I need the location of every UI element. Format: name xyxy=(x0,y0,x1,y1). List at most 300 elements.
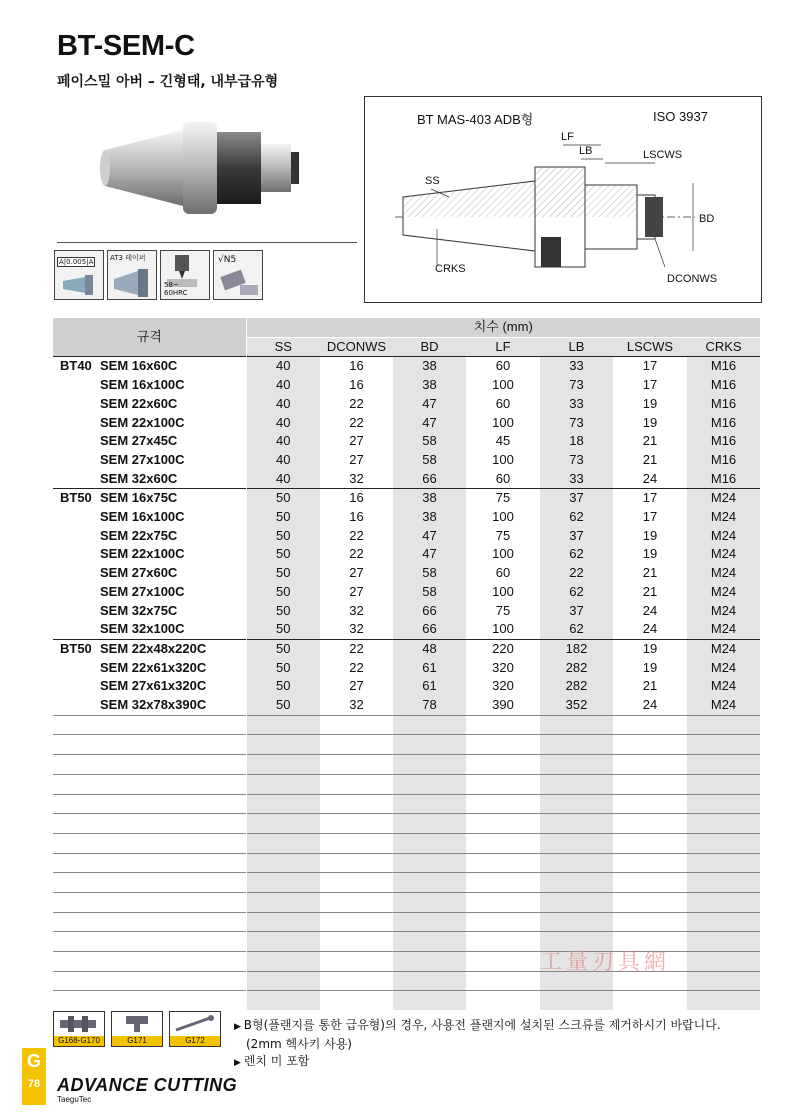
empty-row xyxy=(53,833,760,853)
row-cell: 32 xyxy=(349,697,364,713)
technical-drawing xyxy=(364,96,762,303)
row-cell: 27 xyxy=(349,583,364,599)
runout-icon: A|0.005|A xyxy=(54,250,104,300)
col-header: BD xyxy=(393,337,466,357)
empty-cell xyxy=(466,873,540,893)
row-cell: 40 xyxy=(246,451,320,470)
row-cell: 22 xyxy=(540,564,613,583)
empty-cell xyxy=(687,814,760,834)
empty-cell xyxy=(100,991,246,1010)
surface-finish-icon xyxy=(213,250,263,300)
row-cell: 21 xyxy=(642,565,658,581)
empty-cell xyxy=(540,912,613,932)
empty-cell xyxy=(393,932,466,952)
empty-cell xyxy=(100,755,246,775)
empty-cell xyxy=(320,971,393,991)
empty-cell xyxy=(687,755,760,775)
row-cell: M24 xyxy=(687,620,760,639)
row-cell: 50 xyxy=(246,564,320,583)
empty-row xyxy=(53,873,760,893)
row-name: SEM 27x45C xyxy=(100,433,178,449)
row-name: SEM 27x61x320C xyxy=(100,678,207,694)
row-cell: 37 xyxy=(540,489,613,508)
row-cell: M24 xyxy=(687,677,760,696)
empty-cell xyxy=(687,892,760,912)
row-name: SEM 22x100C xyxy=(100,414,185,430)
empty-cell xyxy=(100,774,246,794)
row-cell: M24 xyxy=(687,527,760,546)
row-cell: 50 xyxy=(246,602,320,621)
row-cell: 61 xyxy=(393,659,466,678)
row-cell: 37 xyxy=(540,527,613,546)
page-subtitle: 페이스밀 아버 – 긴형태, 내부급유형 xyxy=(57,74,279,90)
row-cell: 24 xyxy=(642,697,658,713)
empty-cell xyxy=(100,932,246,952)
row-cell: 40 xyxy=(246,414,320,433)
empty-cell xyxy=(393,755,466,775)
row-cell: 27 xyxy=(349,678,364,694)
row-cell: 75 xyxy=(495,527,511,543)
empty-row xyxy=(53,715,760,735)
row-prefix: BT40 xyxy=(53,357,100,376)
dim-dconws: DCONWS xyxy=(667,273,718,285)
empty-cell xyxy=(687,833,760,853)
row-cell: 66 xyxy=(393,602,466,621)
empty-cell xyxy=(246,971,320,991)
row-prefix xyxy=(53,659,100,678)
empty-cell xyxy=(466,755,540,775)
empty-row xyxy=(53,853,760,873)
row-cell: 27 xyxy=(349,451,364,467)
row-name: SEM 27x60C xyxy=(100,565,178,581)
empty-cell xyxy=(53,971,100,991)
empty-cell xyxy=(466,912,540,932)
row-cell: 32 xyxy=(349,621,364,637)
empty-cell xyxy=(246,952,320,972)
ref-g168: G168-G170 xyxy=(54,1036,104,1046)
note-2: 렌치 미 포함 xyxy=(243,1054,310,1068)
col-header: CRKS xyxy=(687,337,760,357)
table-row xyxy=(53,376,760,395)
row-cell: 45 xyxy=(495,433,511,449)
table-row xyxy=(53,451,760,470)
empty-cell xyxy=(393,833,466,853)
empty-cell xyxy=(393,715,466,735)
row-cell: 78 xyxy=(393,696,466,715)
empty-cell xyxy=(53,952,100,972)
row-cell: 61 xyxy=(393,677,466,696)
taper-label: AT3 테이퍼 xyxy=(110,254,146,262)
row-cell: 50 xyxy=(246,620,320,639)
row-cell: M24 xyxy=(687,602,760,621)
empty-row xyxy=(53,774,760,794)
row-name: SEM 32x60C xyxy=(100,470,178,486)
row-name: SEM 22x48x220C xyxy=(100,639,246,658)
empty-cell xyxy=(687,735,760,755)
empty-cell xyxy=(53,794,100,814)
row-cell: 24 xyxy=(642,470,658,486)
empty-cell xyxy=(53,932,100,952)
row-cell: 22 xyxy=(349,395,364,411)
row-cell: 19 xyxy=(642,414,658,430)
wrench-icon xyxy=(169,1011,221,1047)
empty-cell xyxy=(466,892,540,912)
drive-key-icon xyxy=(111,1011,163,1047)
row-name: SEM 27x100C xyxy=(100,583,185,599)
empty-cell xyxy=(687,952,760,972)
col-header: LB xyxy=(540,337,613,357)
empty-row xyxy=(53,735,760,755)
spec-icons xyxy=(54,250,263,300)
row-cell: 16 xyxy=(320,357,393,376)
row-cell: 17 xyxy=(642,509,658,525)
section-tab xyxy=(22,1048,46,1105)
empty-cell xyxy=(613,715,687,735)
col-header: SS xyxy=(246,337,320,357)
product-photo xyxy=(95,108,335,226)
empty-cell xyxy=(246,873,320,893)
table-row xyxy=(53,432,760,451)
row-cell: 100 xyxy=(492,509,514,525)
row-cell: M16 xyxy=(687,451,760,470)
empty-cell xyxy=(246,755,320,775)
row-cell: M16 xyxy=(687,376,760,395)
empty-cell xyxy=(466,715,540,735)
empty-cell xyxy=(320,794,393,814)
empty-cell xyxy=(466,735,540,755)
empty-cell xyxy=(320,991,393,1010)
empty-cell xyxy=(100,735,246,755)
table-row xyxy=(53,659,760,678)
empty-cell xyxy=(53,833,100,853)
row-cell: 47 xyxy=(393,414,466,433)
empty-cell xyxy=(100,794,246,814)
empty-cell xyxy=(100,892,246,912)
runout-value: 0.005 xyxy=(66,258,87,266)
row-cell: 33 xyxy=(540,395,613,414)
row-cell: 47 xyxy=(393,527,466,546)
empty-cell xyxy=(466,952,540,972)
row-cell: 100 xyxy=(492,377,514,393)
empty-cell xyxy=(687,794,760,814)
row-prefix xyxy=(53,696,100,715)
page-title: BT-SEM-C xyxy=(57,30,195,62)
row-name: SEM 22x75C xyxy=(100,527,178,543)
table-row xyxy=(53,677,760,696)
empty-cell xyxy=(613,755,687,775)
iso-label: ISO 3937 xyxy=(653,109,708,124)
row-cell: 32 xyxy=(349,470,364,486)
row-cell: 40 xyxy=(246,432,320,451)
row-cell: 182 xyxy=(540,639,613,658)
row-cell: 50 xyxy=(246,659,320,678)
row-cell: 58 xyxy=(393,432,466,451)
empty-cell xyxy=(393,735,466,755)
row-cell: 22 xyxy=(349,527,364,543)
empty-cell xyxy=(393,794,466,814)
row-cell: 47 xyxy=(393,545,466,564)
taper-icon xyxy=(107,250,157,300)
empty-cell xyxy=(687,873,760,893)
row-cell: 33 xyxy=(540,470,613,489)
row-cell: 38 xyxy=(393,508,466,527)
row-cell: 19 xyxy=(642,546,658,562)
row-cell: M16 xyxy=(687,432,760,451)
section-letter: G xyxy=(26,1051,41,1071)
row-cell: 17 xyxy=(613,489,687,508)
row-cell: 50 xyxy=(246,639,320,658)
row-cell: 16 xyxy=(320,489,393,508)
row-prefix xyxy=(53,620,100,639)
row-cell: 352 xyxy=(540,696,613,715)
row-prefix xyxy=(53,451,100,470)
row-name: SEM 32x75C xyxy=(100,602,178,618)
row-cell: 19 xyxy=(642,527,658,543)
empty-row xyxy=(53,794,760,814)
empty-cell xyxy=(466,794,540,814)
row-cell: 21 xyxy=(642,451,658,467)
empty-cell xyxy=(613,873,687,893)
empty-cell xyxy=(320,892,393,912)
row-cell: 50 xyxy=(246,583,320,602)
col-header: LSCWS xyxy=(613,337,687,357)
empty-cell xyxy=(540,892,613,912)
row-name: SEM 22x100C xyxy=(100,546,185,562)
empty-cell xyxy=(466,833,540,853)
empty-cell xyxy=(540,715,613,735)
row-cell: 24 xyxy=(642,602,658,618)
row-cell: 58 xyxy=(393,564,466,583)
row-name: SEM 16x60C xyxy=(100,357,246,376)
row-cell: 73 xyxy=(540,451,613,470)
row-prefix xyxy=(53,508,100,527)
table-row xyxy=(53,470,760,489)
row-cell: M24 xyxy=(687,696,760,715)
empty-cell xyxy=(320,774,393,794)
table-row xyxy=(53,564,760,583)
row-cell: 50 xyxy=(246,696,320,715)
empty-cell xyxy=(246,912,320,932)
dim-lf: LF xyxy=(561,131,574,143)
row-cell: 62 xyxy=(540,508,613,527)
empty-cell xyxy=(246,735,320,755)
empty-cell xyxy=(466,932,540,952)
empty-cell xyxy=(393,912,466,932)
row-cell: 17 xyxy=(642,377,658,393)
empty-cell xyxy=(320,952,393,972)
empty-cell xyxy=(100,833,246,853)
table-row xyxy=(53,602,760,621)
table-row xyxy=(53,414,760,433)
dim-lb: LB xyxy=(579,145,593,157)
empty-cell xyxy=(246,991,320,1010)
row-prefix xyxy=(53,527,100,546)
table-row xyxy=(53,357,760,376)
row-cell: 37 xyxy=(540,602,613,621)
empty-cell xyxy=(100,912,246,932)
empty-row xyxy=(53,755,760,775)
row-cell: 66 xyxy=(393,620,466,639)
empty-cell xyxy=(687,991,760,1010)
empty-cell xyxy=(320,853,393,873)
empty-cell xyxy=(246,833,320,853)
dim-bd: BD xyxy=(699,213,715,225)
empty-cell xyxy=(393,814,466,834)
row-cell: 21 xyxy=(642,433,658,449)
row-cell: 50 xyxy=(246,489,320,508)
brand-sub: TaeguTec xyxy=(57,1095,92,1104)
row-cell: 17 xyxy=(613,357,687,376)
row-cell: 16 xyxy=(349,377,364,393)
row-cell: M16 xyxy=(687,470,760,489)
row-cell: 100 xyxy=(492,621,514,637)
empty-cell xyxy=(687,971,760,991)
row-cell: 40 xyxy=(246,357,320,376)
empty-cell xyxy=(540,873,613,893)
empty-cell xyxy=(53,715,100,735)
empty-cell xyxy=(53,912,100,932)
empty-cell xyxy=(540,735,613,755)
empty-cell xyxy=(393,892,466,912)
row-cell: 58 xyxy=(393,451,466,470)
row-cell: 66 xyxy=(393,470,466,489)
empty-cell xyxy=(53,755,100,775)
row-cell: 21 xyxy=(642,678,658,694)
empty-cell xyxy=(540,755,613,775)
row-cell: M16 xyxy=(687,414,760,433)
table-row xyxy=(53,639,760,658)
empty-cell xyxy=(246,853,320,873)
empty-row xyxy=(53,892,760,912)
row-cell: 220 xyxy=(466,639,540,658)
row-cell: M16 xyxy=(687,395,760,414)
spec-header: 규격 xyxy=(53,318,246,357)
table-row xyxy=(53,620,760,639)
row-cell: 19 xyxy=(642,395,658,411)
dim-lscws: LSCWS xyxy=(643,149,683,161)
empty-cell xyxy=(100,971,246,991)
spec-table xyxy=(53,318,760,1010)
row-cell: 22 xyxy=(349,546,364,562)
watermark: 工量刃具網 xyxy=(540,950,671,975)
row-cell: 40 xyxy=(246,376,320,395)
row-cell: 50 xyxy=(246,508,320,527)
empty-cell xyxy=(246,794,320,814)
empty-cell xyxy=(687,912,760,932)
row-cell: 282 xyxy=(540,677,613,696)
ref-g171: G171 xyxy=(112,1036,162,1046)
row-cell: 58 xyxy=(393,583,466,602)
empty-cell xyxy=(246,774,320,794)
empty-cell xyxy=(320,873,393,893)
empty-cell xyxy=(540,991,613,1010)
row-prefix xyxy=(53,432,100,451)
row-cell: 62 xyxy=(540,545,613,564)
table-row xyxy=(53,583,760,602)
empty-cell xyxy=(320,814,393,834)
empty-cell xyxy=(53,853,100,873)
empty-cell xyxy=(613,833,687,853)
row-cell: 19 xyxy=(613,639,687,658)
row-cell: 73 xyxy=(540,414,613,433)
hardness-icon xyxy=(160,250,210,300)
row-prefix xyxy=(53,602,100,621)
empty-cell xyxy=(53,735,100,755)
empty-row xyxy=(53,912,760,932)
empty-cell xyxy=(613,735,687,755)
row-cell: 32 xyxy=(349,602,364,618)
empty-cell xyxy=(246,814,320,834)
row-cell: 40 xyxy=(246,470,320,489)
empty-cell xyxy=(320,833,393,853)
bullet-icon: ▶ xyxy=(234,1022,244,1032)
row-cell: 38 xyxy=(393,489,466,508)
dim-ss: SS xyxy=(425,175,440,187)
empty-cell xyxy=(53,774,100,794)
empty-row xyxy=(53,991,760,1010)
empty-cell xyxy=(320,912,393,932)
table-row xyxy=(53,545,760,564)
empty-cell xyxy=(100,853,246,873)
row-cell: 100 xyxy=(492,583,514,599)
row-cell: 24 xyxy=(642,621,658,637)
row-cell: 390 xyxy=(492,697,514,713)
table-row xyxy=(53,489,760,508)
empty-cell xyxy=(53,991,100,1010)
row-cell: 22 xyxy=(349,659,364,675)
empty-cell xyxy=(53,892,100,912)
divider xyxy=(57,242,357,243)
row-cell: 100 xyxy=(492,546,514,562)
row-cell: M24 xyxy=(687,659,760,678)
empty-cell xyxy=(466,991,540,1010)
row-prefix xyxy=(53,395,100,414)
row-name: SEM 16x100C xyxy=(100,509,185,525)
row-cell: 21 xyxy=(642,583,658,599)
coolant-adapter-icon xyxy=(53,1011,105,1047)
row-cell: 38 xyxy=(393,376,466,395)
brand-logo: ADVANCE CUTTING xyxy=(57,1075,238,1095)
empty-cell xyxy=(100,715,246,735)
empty-cell xyxy=(393,952,466,972)
row-cell: 75 xyxy=(466,489,540,508)
empty-cell xyxy=(540,853,613,873)
empty-cell xyxy=(393,873,466,893)
row-prefix xyxy=(53,376,100,395)
reference-icons xyxy=(53,1011,221,1047)
row-cell: 320 xyxy=(492,678,514,694)
row-cell: 50 xyxy=(246,527,320,546)
row-cell: 38 xyxy=(393,357,466,376)
row-name: SEM 32x78x390C xyxy=(100,697,207,713)
empty-cell xyxy=(687,774,760,794)
row-cell: 62 xyxy=(540,620,613,639)
row-cell: M24 xyxy=(687,489,760,508)
row-cell: 27 xyxy=(349,565,364,581)
row-cell: 16 xyxy=(349,509,364,525)
runout-ref: A xyxy=(59,258,64,266)
row-cell: M24 xyxy=(687,583,760,602)
runout-ref-b: A xyxy=(88,258,94,266)
empty-cell xyxy=(540,794,613,814)
row-cell: 60 xyxy=(495,395,511,411)
row-cell: 60 xyxy=(495,470,511,486)
empty-cell xyxy=(687,853,760,873)
empty-cell xyxy=(246,932,320,952)
table-row xyxy=(53,395,760,414)
table-row xyxy=(53,527,760,546)
empty-cell xyxy=(53,814,100,834)
